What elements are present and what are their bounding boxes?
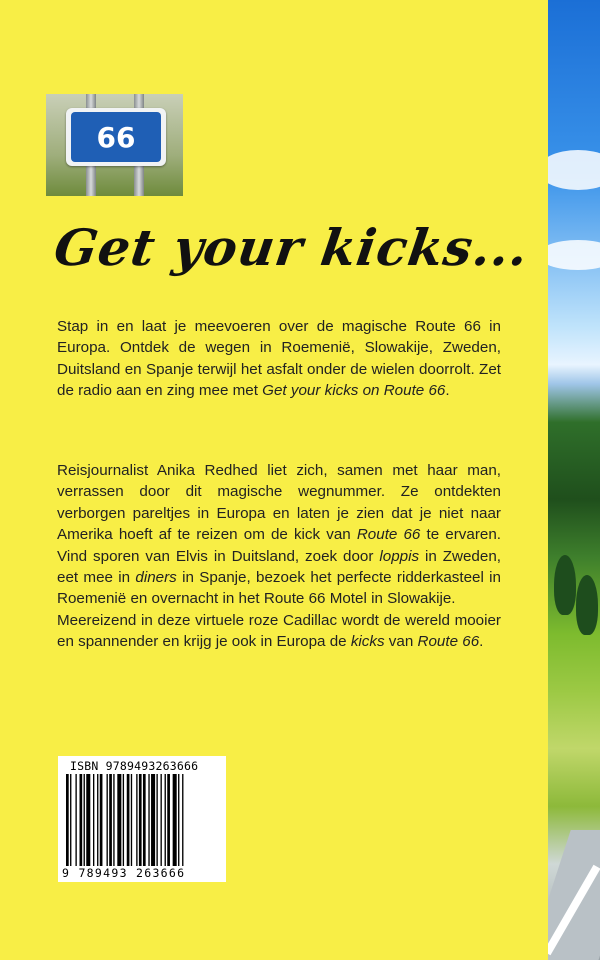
barcode-bar [173,774,177,866]
barcode-bar [136,774,137,866]
isbn-digits: 9 789493 263666 [62,866,186,880]
barcode-bars [66,774,218,866]
barcode-bar [113,774,114,866]
barcode-bar [117,774,121,866]
cloud [548,240,600,270]
barcode-bar [66,774,69,866]
barcode-bar [143,774,146,866]
cloud [548,150,600,190]
barcode-bar [100,774,103,866]
barcode-bar [151,774,155,866]
barcode-bar [182,774,183,866]
barcode-bar [127,774,130,866]
tree [576,575,598,635]
isbn-label: ISBN 9789493263666 [70,759,199,773]
barcode-bar [109,774,112,866]
landscape-photo-strip [548,0,600,960]
barcode-bar [80,774,83,866]
barcode-bar [86,774,90,866]
barcode-bar [165,774,166,866]
blurb-paragraph-1: Stap in en laat je meevoeren over de magische Route 66 in Europa. Ontdek de wegen in Roemenië, Slowakije, Zweden, Duitsland en Spanje terwijl het asfalt onder de wielen doorrolt. Zet de radio aan en zing mee met Get your kicks on Route 66. [57,318,501,400]
barcode-bar [107,774,108,866]
barcode-bar [148,774,149,866]
barcode-bar [93,774,94,866]
cover-title: Get your kicks... [50,218,533,277]
isbn-barcode [58,756,226,882]
barcode-bar [156,774,157,866]
tree [554,555,576,615]
barcode-bar [123,774,124,866]
blurb-paragraph-3-text: Meereizend in deze virtuele roze Cadillac wordt de wereld mooier en spannender en krijg je ook in Europa de kicks van Route 66. [57,611,501,651]
barcode-bar [70,774,71,866]
barcode-bar [178,774,179,866]
barcode-bar [139,774,142,866]
blurb-paragraph-2 [57,460,501,653]
barcode-bar [97,774,98,866]
route-sign-number: 66 [71,112,161,162]
route-66-sign-photo [46,94,183,196]
barcode-bar [84,774,85,866]
barcode-bar [75,774,76,866]
barcode-bar [131,774,132,866]
barcode-bar [161,774,162,866]
route-sign [66,108,166,166]
blurb-paragraph-2-text: Reisjournalist Anika Redhed liet zich, samen met haar man, verrassen door dit magische wegnummer. Ze ontdekten verborgen pareltjes in Europa en laten je zien dat je niet naar Amerika hoeft af te reizen om de kick van Route 66 te ervaren. Vind sporen van Elvis in Duitsland, zoek door loppis in Zweden, eet mee in diners in Spanje, bezoek het perfecte ridderkasteel in Roemenië en overnacht in het Route 66 Motel in Slowakije. [57,462,501,608]
barcode-bar [167,774,170,866]
